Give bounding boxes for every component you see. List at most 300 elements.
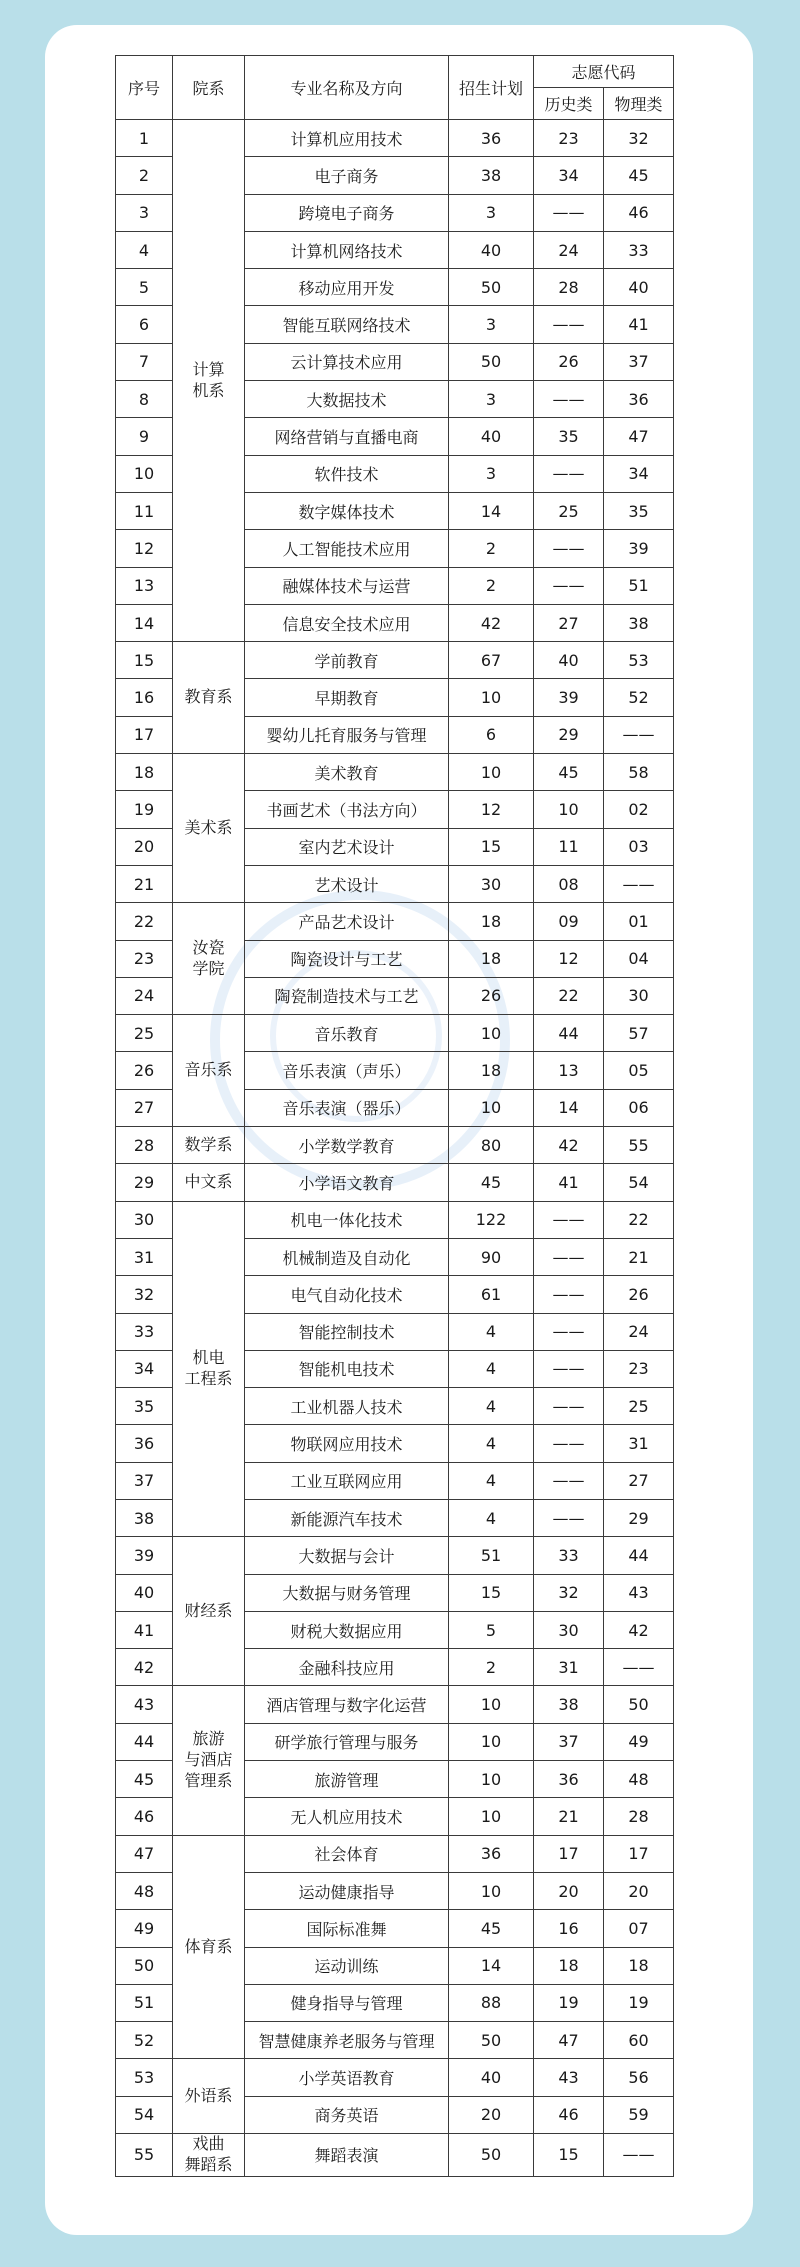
physics-code-cell: 07 (604, 1910, 674, 1947)
seq-cell: 6 (116, 306, 173, 343)
plan-cell: 14 (449, 1947, 534, 1984)
physics-code-cell: 04 (604, 940, 674, 977)
history-code-cell: 25 (534, 492, 604, 529)
department-cell: 计算 机系 (173, 120, 245, 642)
header-code-group: 志愿代码 (534, 56, 674, 88)
plan-cell: 10 (449, 679, 534, 716)
seq-cell: 51 (116, 1984, 173, 2021)
major-cell: 大数据与财务管理 (245, 1574, 449, 1611)
plan-cell: 10 (449, 754, 534, 791)
history-code-cell: 30 (534, 1611, 604, 1648)
physics-code-cell: 52 (604, 679, 674, 716)
plan-cell: 4 (449, 1350, 534, 1387)
seq-cell: 27 (116, 1089, 173, 1126)
physics-code-cell: 34 (604, 455, 674, 492)
history-code-cell: 15 (534, 2134, 604, 2177)
history-code-cell: 38 (534, 1686, 604, 1723)
physics-code-cell: 58 (604, 754, 674, 791)
history-code-cell: 46 (534, 2096, 604, 2133)
physics-code-cell: 37 (604, 343, 674, 380)
major-cell: 音乐表演（声乐） (245, 1052, 449, 1089)
major-cell: 人工智能技术应用 (245, 530, 449, 567)
history-code-cell: —— (534, 1425, 604, 1462)
plan-cell: 10 (449, 1798, 534, 1835)
history-code-cell: —— (534, 306, 604, 343)
history-code-cell: —— (534, 567, 604, 604)
seq-cell: 42 (116, 1649, 173, 1686)
department-cell: 汝瓷 学院 (173, 903, 245, 1015)
table-row (116, 1537, 674, 1574)
plan-cell: 10 (449, 1015, 534, 1052)
physics-code-cell: 03 (604, 828, 674, 865)
physics-code-cell: 49 (604, 1723, 674, 1760)
seq-cell: 38 (116, 1499, 173, 1536)
physics-code-cell: 17 (604, 1835, 674, 1872)
plan-cell: 26 (449, 977, 534, 1014)
seq-cell: 31 (116, 1238, 173, 1275)
seq-cell: 30 (116, 1201, 173, 1238)
seq-cell: 21 (116, 865, 173, 902)
physics-code-cell: 55 (604, 1127, 674, 1164)
major-cell: 大数据技术 (245, 381, 449, 418)
physics-code-cell: 59 (604, 2096, 674, 2133)
header-seq: 序号 (116, 56, 173, 120)
table-row (116, 903, 674, 940)
table-body (116, 120, 674, 2177)
history-code-cell: 37 (534, 1723, 604, 1760)
major-cell: 数字媒体技术 (245, 492, 449, 529)
history-code-cell: —— (534, 530, 604, 567)
major-cell: 移动应用开发 (245, 269, 449, 306)
seq-cell: 23 (116, 940, 173, 977)
history-code-cell: —— (534, 1388, 604, 1425)
major-cell: 工业互联网应用 (245, 1462, 449, 1499)
seq-cell: 40 (116, 1574, 173, 1611)
physics-code-cell: 44 (604, 1537, 674, 1574)
history-code-cell: 43 (534, 2059, 604, 2096)
physics-code-cell: —— (604, 1649, 674, 1686)
major-cell: 小学英语教育 (245, 2059, 449, 2096)
admission-plan-table (115, 55, 674, 2177)
physics-code-cell: 01 (604, 903, 674, 940)
seq-cell: 8 (116, 381, 173, 418)
history-code-cell: 17 (534, 1835, 604, 1872)
major-cell: 室内艺术设计 (245, 828, 449, 865)
table-row (116, 1015, 674, 1052)
plan-cell: 12 (449, 791, 534, 828)
seq-cell: 12 (116, 530, 173, 567)
history-code-cell: 18 (534, 1947, 604, 1984)
major-cell: 电气自动化技术 (245, 1276, 449, 1313)
seq-cell: 15 (116, 642, 173, 679)
history-code-cell: —— (534, 455, 604, 492)
history-code-cell: —— (534, 1313, 604, 1350)
seq-cell: 7 (116, 343, 173, 380)
seq-cell: 19 (116, 791, 173, 828)
history-code-cell: 35 (534, 418, 604, 455)
seq-cell: 45 (116, 1761, 173, 1798)
physics-code-cell: 53 (604, 642, 674, 679)
major-cell: 计算机应用技术 (245, 120, 449, 157)
plan-cell: 36 (449, 1835, 534, 1872)
history-code-cell: —— (534, 194, 604, 231)
plan-cell: 40 (449, 418, 534, 455)
table-row (116, 1201, 674, 1238)
major-cell: 计算机网络技术 (245, 231, 449, 268)
history-code-cell: 11 (534, 828, 604, 865)
seq-cell: 1 (116, 120, 173, 157)
table-row (116, 120, 674, 157)
department-cell: 美术系 (173, 754, 245, 903)
history-code-cell: 39 (534, 679, 604, 716)
physics-code-cell: 47 (604, 418, 674, 455)
plan-cell: 50 (449, 2134, 534, 2177)
major-cell: 小学数学教育 (245, 1127, 449, 1164)
major-cell: 小学语文教育 (245, 1164, 449, 1201)
header-plan: 招生计划 (449, 56, 534, 120)
seq-cell: 53 (116, 2059, 173, 2096)
seq-cell: 52 (116, 2022, 173, 2059)
plan-cell: 4 (449, 1425, 534, 1462)
physics-code-cell: 19 (604, 1984, 674, 2021)
physics-code-cell: 22 (604, 1201, 674, 1238)
seq-cell: 24 (116, 977, 173, 1014)
plan-cell: 2 (449, 1649, 534, 1686)
history-code-cell: —— (534, 1499, 604, 1536)
history-code-cell: 23 (534, 120, 604, 157)
major-cell: 研学旅行管理与服务 (245, 1723, 449, 1760)
plan-cell: 6 (449, 716, 534, 753)
history-code-cell: 32 (534, 1574, 604, 1611)
major-cell: 舞蹈表演 (245, 2134, 449, 2177)
plan-cell: 90 (449, 1238, 534, 1275)
physics-code-cell: 43 (604, 1574, 674, 1611)
history-code-cell: 47 (534, 2022, 604, 2059)
plan-cell: 20 (449, 2096, 534, 2133)
physics-code-cell: 60 (604, 2022, 674, 2059)
plan-cell: 4 (449, 1462, 534, 1499)
physics-code-cell: 32 (604, 120, 674, 157)
physics-code-cell: 30 (604, 977, 674, 1014)
table-row (116, 2134, 674, 2177)
history-code-cell: 13 (534, 1052, 604, 1089)
physics-code-cell: 06 (604, 1089, 674, 1126)
major-cell: 智能互联网络技术 (245, 306, 449, 343)
seq-cell: 50 (116, 1947, 173, 1984)
physics-code-cell: 45 (604, 157, 674, 194)
seq-cell: 32 (116, 1276, 173, 1313)
major-cell: 机电一体化技术 (245, 1201, 449, 1238)
plan-cell: 10 (449, 1089, 534, 1126)
seq-cell: 17 (116, 716, 173, 753)
plan-cell: 10 (449, 1686, 534, 1723)
seq-cell: 36 (116, 1425, 173, 1462)
plan-cell: 15 (449, 1574, 534, 1611)
department-cell: 财经系 (173, 1537, 245, 1686)
plan-cell: 2 (449, 530, 534, 567)
history-code-cell: 34 (534, 157, 604, 194)
major-cell: 社会体育 (245, 1835, 449, 1872)
seq-cell: 2 (116, 157, 173, 194)
major-cell: 陶瓷设计与工艺 (245, 940, 449, 977)
plan-cell: 3 (449, 381, 534, 418)
physics-code-cell: 18 (604, 1947, 674, 1984)
department-cell: 外语系 (173, 2059, 245, 2134)
plan-cell: 51 (449, 1537, 534, 1574)
physics-code-cell: 40 (604, 269, 674, 306)
physics-code-cell: 29 (604, 1499, 674, 1536)
history-code-cell: 42 (534, 1127, 604, 1164)
plan-cell: 45 (449, 1164, 534, 1201)
major-cell: 学前教育 (245, 642, 449, 679)
major-cell: 产品艺术设计 (245, 903, 449, 940)
history-code-cell: 40 (534, 642, 604, 679)
department-cell: 旅游 与酒店 管理系 (173, 1686, 245, 1835)
department-cell: 数学系 (173, 1127, 245, 1164)
physics-code-cell: 27 (604, 1462, 674, 1499)
history-code-cell: —— (534, 1238, 604, 1275)
seq-cell: 46 (116, 1798, 173, 1835)
major-cell: 融媒体技术与运营 (245, 567, 449, 604)
history-code-cell: —— (534, 1276, 604, 1313)
table-row (116, 1686, 674, 1723)
major-cell: 美术教育 (245, 754, 449, 791)
major-cell: 信息安全技术应用 (245, 604, 449, 641)
plan-cell: 18 (449, 940, 534, 977)
seq-cell: 55 (116, 2134, 173, 2177)
major-cell: 旅游管理 (245, 1761, 449, 1798)
history-code-cell: 36 (534, 1761, 604, 1798)
history-code-cell: 20 (534, 1872, 604, 1909)
seq-cell: 35 (116, 1388, 173, 1425)
major-cell: 软件技术 (245, 455, 449, 492)
plan-cell: 3 (449, 455, 534, 492)
header-dept: 院系 (173, 56, 245, 120)
seq-cell: 20 (116, 828, 173, 865)
seq-cell: 33 (116, 1313, 173, 1350)
plan-cell: 40 (449, 2059, 534, 2096)
seq-cell: 41 (116, 1611, 173, 1648)
plan-cell: 4 (449, 1388, 534, 1425)
department-cell: 戏曲 舞蹈系 (173, 2134, 245, 2177)
history-code-cell: —— (534, 1201, 604, 1238)
table-row (116, 642, 674, 679)
major-cell: 跨境电子商务 (245, 194, 449, 231)
physics-code-cell: 41 (604, 306, 674, 343)
history-code-cell: 26 (534, 343, 604, 380)
plan-cell: 3 (449, 306, 534, 343)
plan-cell: 15 (449, 828, 534, 865)
history-code-cell: —— (534, 1350, 604, 1387)
history-code-cell: 41 (534, 1164, 604, 1201)
history-code-cell: 12 (534, 940, 604, 977)
history-code-cell: 45 (534, 754, 604, 791)
physics-code-cell: —— (604, 2134, 674, 2177)
major-cell: 机械制造及自动化 (245, 1238, 449, 1275)
plan-cell: 18 (449, 903, 534, 940)
seq-cell: 3 (116, 194, 173, 231)
seq-cell: 47 (116, 1835, 173, 1872)
major-cell: 艺术设计 (245, 865, 449, 902)
history-code-cell: 21 (534, 1798, 604, 1835)
major-cell: 早期教育 (245, 679, 449, 716)
major-cell: 婴幼儿托育服务与管理 (245, 716, 449, 753)
major-cell: 商务英语 (245, 2096, 449, 2133)
history-code-cell: 10 (534, 791, 604, 828)
history-code-cell: 28 (534, 269, 604, 306)
physics-code-cell: 39 (604, 530, 674, 567)
seq-cell: 18 (116, 754, 173, 791)
physics-code-cell: 54 (604, 1164, 674, 1201)
table-row (116, 1835, 674, 1872)
seq-cell: 16 (116, 679, 173, 716)
seq-cell: 49 (116, 1910, 173, 1947)
plan-cell: 18 (449, 1052, 534, 1089)
department-cell: 机电 工程系 (173, 1201, 245, 1537)
department-cell: 音乐系 (173, 1015, 245, 1127)
physics-code-cell: 36 (604, 381, 674, 418)
major-cell: 书画艺术（书法方向） (245, 791, 449, 828)
major-cell: 国际标准舞 (245, 1910, 449, 1947)
seq-cell: 5 (116, 269, 173, 306)
seq-cell: 34 (116, 1350, 173, 1387)
major-cell: 财税大数据应用 (245, 1611, 449, 1648)
major-cell: 智慧健康养老服务与管理 (245, 2022, 449, 2059)
plan-cell: 40 (449, 231, 534, 268)
plan-cell: 4 (449, 1313, 534, 1350)
seq-cell: 14 (116, 604, 173, 641)
major-cell: 酒店管理与数字化运营 (245, 1686, 449, 1723)
table-row (116, 1164, 674, 1201)
history-code-cell: 22 (534, 977, 604, 1014)
seq-cell: 25 (116, 1015, 173, 1052)
seq-cell: 39 (116, 1537, 173, 1574)
department-cell: 中文系 (173, 1164, 245, 1201)
seq-cell: 4 (116, 231, 173, 268)
history-code-cell: 14 (534, 1089, 604, 1126)
plan-cell: 61 (449, 1276, 534, 1313)
physics-code-cell: 02 (604, 791, 674, 828)
history-code-cell: 08 (534, 865, 604, 902)
history-code-cell: 29 (534, 716, 604, 753)
physics-code-cell: —— (604, 716, 674, 753)
plan-cell: 50 (449, 2022, 534, 2059)
seq-cell: 43 (116, 1686, 173, 1723)
seq-cell: 22 (116, 903, 173, 940)
physics-code-cell: 46 (604, 194, 674, 231)
plan-cell: 3 (449, 194, 534, 231)
major-cell: 工业机器人技术 (245, 1388, 449, 1425)
plan-cell: 80 (449, 1127, 534, 1164)
major-cell: 音乐教育 (245, 1015, 449, 1052)
physics-code-cell: 25 (604, 1388, 674, 1425)
plan-cell: 5 (449, 1611, 534, 1648)
plan-cell: 50 (449, 343, 534, 380)
table-row (116, 1127, 674, 1164)
plan-cell: 67 (449, 642, 534, 679)
seq-cell: 44 (116, 1723, 173, 1760)
header-history: 历史类 (534, 88, 604, 120)
table-row (116, 2059, 674, 2096)
plan-cell: 50 (449, 269, 534, 306)
major-cell: 陶瓷制造技术与工艺 (245, 977, 449, 1014)
history-code-cell: 24 (534, 231, 604, 268)
physics-code-cell: 24 (604, 1313, 674, 1350)
seq-cell: 10 (116, 455, 173, 492)
plan-cell: 38 (449, 157, 534, 194)
major-cell: 智能机电技术 (245, 1350, 449, 1387)
history-code-cell: 31 (534, 1649, 604, 1686)
major-cell: 云计算技术应用 (245, 343, 449, 380)
history-code-cell: 33 (534, 1537, 604, 1574)
history-code-cell: 16 (534, 1910, 604, 1947)
seq-cell: 48 (116, 1872, 173, 1909)
plan-cell: 122 (449, 1201, 534, 1238)
table-row (116, 754, 674, 791)
plan-cell: 10 (449, 1761, 534, 1798)
header-major: 专业名称及方向 (245, 56, 449, 120)
physics-code-cell: 48 (604, 1761, 674, 1798)
plan-cell: 10 (449, 1723, 534, 1760)
seq-cell: 29 (116, 1164, 173, 1201)
seq-cell: 37 (116, 1462, 173, 1499)
seq-cell: 13 (116, 567, 173, 604)
seq-cell: 28 (116, 1127, 173, 1164)
physics-code-cell: 38 (604, 604, 674, 641)
physics-code-cell: 26 (604, 1276, 674, 1313)
physics-code-cell: 57 (604, 1015, 674, 1052)
header-physics: 物理类 (604, 88, 674, 120)
seq-cell: 26 (116, 1052, 173, 1089)
history-code-cell: 44 (534, 1015, 604, 1052)
physics-code-cell: 42 (604, 1611, 674, 1648)
history-code-cell: —— (534, 1462, 604, 1499)
physics-code-cell: 23 (604, 1350, 674, 1387)
physics-code-cell: 20 (604, 1872, 674, 1909)
major-cell: 无人机应用技术 (245, 1798, 449, 1835)
physics-code-cell: 51 (604, 567, 674, 604)
physics-code-cell: 31 (604, 1425, 674, 1462)
plan-cell: 30 (449, 865, 534, 902)
history-code-cell: 09 (534, 903, 604, 940)
plan-cell: 42 (449, 604, 534, 641)
plan-cell: 2 (449, 567, 534, 604)
plan-cell: 4 (449, 1499, 534, 1536)
major-cell: 电子商务 (245, 157, 449, 194)
plan-cell: 88 (449, 1984, 534, 2021)
physics-code-cell: 28 (604, 1798, 674, 1835)
physics-code-cell: 56 (604, 2059, 674, 2096)
major-cell: 网络营销与直播电商 (245, 418, 449, 455)
plan-cell: 10 (449, 1872, 534, 1909)
major-cell: 大数据与会计 (245, 1537, 449, 1574)
department-cell: 教育系 (173, 642, 245, 754)
physics-code-cell: —— (604, 865, 674, 902)
physics-code-cell: 05 (604, 1052, 674, 1089)
plan-cell: 14 (449, 492, 534, 529)
plan-cell: 45 (449, 1910, 534, 1947)
major-cell: 物联网应用技术 (245, 1425, 449, 1462)
major-cell: 音乐表演（器乐） (245, 1089, 449, 1126)
major-cell: 健身指导与管理 (245, 1984, 449, 2021)
physics-code-cell: 33 (604, 231, 674, 268)
major-cell: 金融科技应用 (245, 1649, 449, 1686)
plan-cell: 36 (449, 120, 534, 157)
major-cell: 智能控制技术 (245, 1313, 449, 1350)
seq-cell: 11 (116, 492, 173, 529)
history-code-cell: —— (534, 381, 604, 418)
major-cell: 运动健康指导 (245, 1872, 449, 1909)
